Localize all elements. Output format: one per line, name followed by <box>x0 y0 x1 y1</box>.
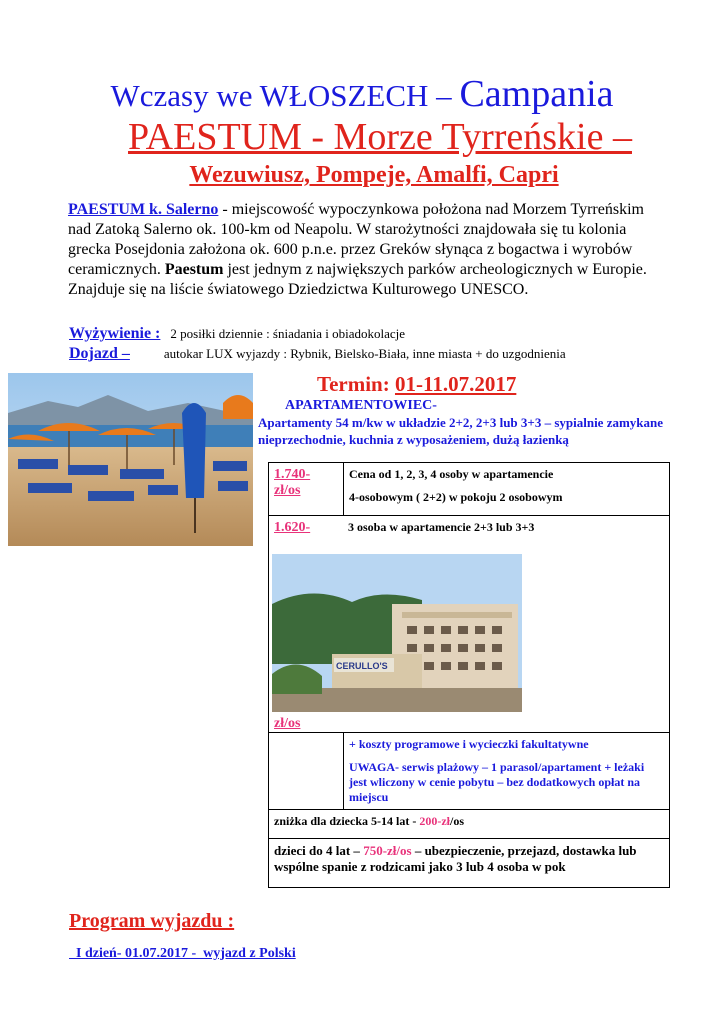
price-amount: 1.740- <box>274 467 311 482</box>
notes-cell <box>344 733 670 810</box>
price-description: Cena od 1, 2, 3, 4 osoby w apartamencie <box>349 467 554 481</box>
discount-text: zniżka dla dziecka 5-14 lat - <box>274 814 420 828</box>
price-description: 3 osoba w apartamencie 2+3 lub 3+3 <box>348 520 535 534</box>
meals-row <box>69 325 405 343</box>
hotel-photo <box>272 554 522 712</box>
program-day1: I dzień- 01.07.2017 - wyjazd z Polski <box>69 946 296 961</box>
termin-date: 01-11.07.2017 <box>394 372 517 396</box>
transport-row <box>69 345 566 363</box>
subtitle: PAESTUM - Morze Tyrreńskie – <box>128 116 632 158</box>
intro-paragraph <box>68 200 658 300</box>
kids-text-rest: – ubezpieczenie, przejazd, dostawka lub wspólne spanie z rodzicami jako 3 lub 4 osoba w pok <box>274 843 637 874</box>
termin-line <box>317 372 516 397</box>
kids-amount: 750-zł/os <box>363 843 412 858</box>
table-row <box>269 463 670 516</box>
table-row <box>269 516 670 733</box>
title-region: Campania <box>459 73 614 115</box>
hotel-sign: CERULLO'S <box>336 661 388 671</box>
intro-text-b: jest jednym z największych parków archeologicznych w Europie. Znajduje się na liście światowego Dziedzictwa Kulturowego UNESCO. <box>68 261 647 298</box>
table-row <box>269 733 670 810</box>
beach-service-note: UWAGA- serwis plażowy – 1 parasol/apartament + leżaki jest wliczony w cenie pobytu – bez dodatkowych opłat na miejscu <box>349 760 645 804</box>
price-unit: zł/os <box>274 716 301 731</box>
price-photo-cell <box>269 516 670 733</box>
apartments-title: APARTAMENTOWIEC- <box>285 398 437 413</box>
price-amount: 1.620- <box>274 520 311 535</box>
table-row <box>269 839 670 888</box>
discount-amount: 200-zł <box>419 814 450 828</box>
apartments-description: Apartamenty 54 m/kw w układzie 2+2, 2+3 lub 3+3 – sypialnie zamykane nieprzechodnie, kuchnia z wyposażeniem, dużą łazienką <box>258 415 664 447</box>
title-line <box>0 74 724 116</box>
intro-text-a: - miejscowość wypoczynkowa położona nad Morzem Tyrreńskim nad Zatoką Salerno ok. 100-km od Neapolu. W starożytności znajdowała się tu kolonia grecka Posejdonia założona ok. 600 p.n.e. przez Greków słynąca z bogactwa i wyrobów ceramicznych. <box>68 201 644 278</box>
kids-text: dzieci do 4 lat – <box>274 843 364 858</box>
discount-unit: /os <box>449 814 464 828</box>
meals-value: 2 posiłki dziennie : śniadania i obiadokolacje <box>170 326 406 341</box>
beach-photo <box>8 373 253 546</box>
extra-costs-note: + koszty programowe i wycieczki fakultatywne <box>349 737 589 751</box>
place-name: PAESTUM k. Salerno <box>68 201 219 218</box>
termin-label: Termin: <box>317 372 395 396</box>
price-unit: zł/os <box>274 483 301 498</box>
program-title: Program wyjazdu : <box>69 910 235 932</box>
kids-cell <box>269 839 670 888</box>
title-country: Wczasy we WŁOSZECH – <box>110 78 460 113</box>
price-table <box>268 462 670 888</box>
table-row <box>269 810 670 839</box>
transport-label: Dojazd – <box>69 345 130 362</box>
price-description-cell <box>344 463 670 516</box>
intro-bold-word: Paestum <box>164 261 224 278</box>
meals-label: Wyżywienie : <box>69 325 161 342</box>
price-cell <box>269 463 344 516</box>
discount-cell <box>269 810 670 839</box>
transport-value: autokar LUX wyjazdy : Rybnik, Bielsko-Biała, inne miasta + do uzgodnienia <box>163 346 566 361</box>
price-description: 4-osobowym ( 2+2) w pokoju 2 osobowym <box>349 490 563 504</box>
places-line: Wezuwiusz, Pompeje, Amalfi, Capri <box>189 162 559 188</box>
